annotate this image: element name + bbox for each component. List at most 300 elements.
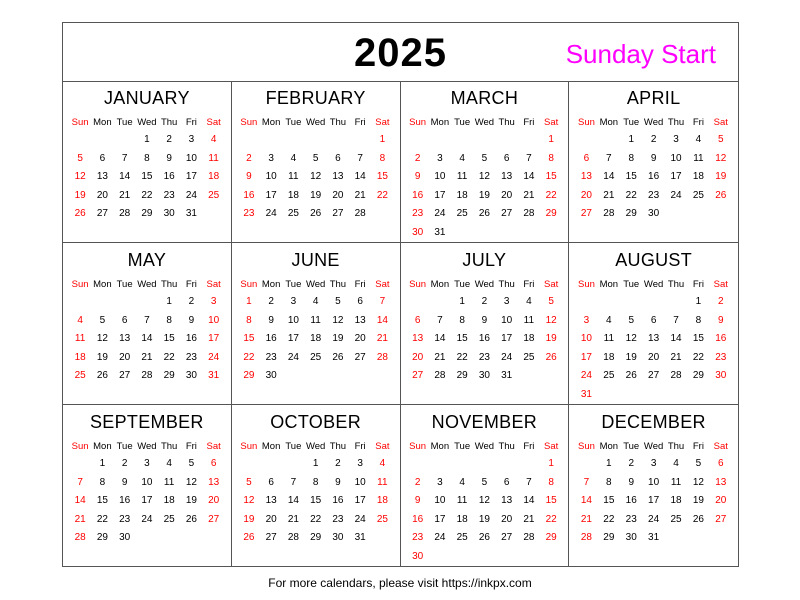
day-cell: 8 [312, 476, 319, 488]
day-cell: 24 [434, 208, 446, 219]
day-cell: 19 [545, 333, 557, 344]
day-cell: 20 [412, 351, 424, 363]
day-cell: 5 [548, 296, 554, 307]
day-cell: 22 [603, 513, 615, 525]
day-cell: 14 [287, 495, 299, 506]
day-cell: 16 [412, 513, 424, 525]
empty-cell [575, 455, 597, 474]
day-cell: 26 [243, 532, 255, 543]
weekday-header: Wed [474, 441, 495, 452]
day-cell: 7 [379, 296, 386, 307]
weekday-header: Mon [599, 117, 619, 128]
day-cell: 21 [523, 189, 535, 201]
day-cell: 4 [379, 458, 386, 469]
day-cell: 1 [695, 296, 702, 307]
weekday-header: Mon [93, 117, 112, 128]
day-cell: 21 [580, 513, 592, 525]
day-cell: 16 [119, 495, 131, 506]
weekday-header: Sun [240, 441, 258, 452]
empty-cell [665, 293, 687, 312]
day-cell: 14 [376, 314, 388, 326]
day-cell: 23 [412, 208, 424, 219]
day-cell: 12 [310, 171, 322, 182]
day-cell: 9 [628, 476, 634, 488]
day-cell: 15 [545, 495, 557, 506]
day-cell: 23 [332, 513, 344, 525]
day-cell: 30 [412, 550, 424, 562]
day-cell: 22 [96, 513, 108, 525]
day-cell: 22 [141, 189, 153, 201]
day-cell: 4 [606, 314, 612, 326]
day-cell: 2 [188, 296, 195, 307]
day-cell: 12 [715, 152, 727, 164]
day-cell: 13 [501, 171, 513, 182]
empty-cell [473, 131, 495, 150]
day-cell: 11 [523, 314, 535, 326]
day-cell: 25 [692, 189, 704, 201]
day-cell: 20 [501, 513, 513, 525]
day-cell: 8 [459, 314, 465, 326]
day-cell: 3 [210, 296, 217, 307]
month-name: FEBRUARY [265, 88, 366, 108]
day-cell: 16 [243, 189, 255, 201]
month-april [569, 81, 738, 243]
day-cell: 26 [332, 351, 344, 363]
day-cell: 6 [121, 314, 128, 326]
day-cell: 8 [246, 314, 252, 326]
weekday-header: Mon [261, 279, 281, 290]
day-cell: 2 [718, 296, 724, 307]
day-grid [69, 439, 225, 548]
day-cell: 18 [376, 495, 388, 506]
day-cell: 10 [354, 476, 366, 488]
day-cell: 19 [185, 495, 197, 506]
day-cell: 7 [357, 152, 363, 164]
day-cell: 30 [163, 208, 175, 219]
day-cell: 17 [580, 351, 592, 363]
day-cell: 25 [163, 513, 175, 525]
day-cell: 6 [357, 296, 363, 307]
month-may [63, 243, 232, 405]
day-cell: 14 [119, 171, 131, 182]
day-cell: 27 [580, 208, 592, 219]
day-cell: 27 [96, 208, 108, 219]
weekday-header: Wed [643, 279, 664, 290]
day-cell: 29 [163, 370, 175, 381]
empty-cell [518, 455, 540, 474]
day-cell: 24 [580, 370, 592, 381]
day-cell: 9 [414, 171, 421, 182]
weekday-header: Fri [692, 279, 704, 290]
month-february [232, 81, 401, 243]
weekday-header: Wed [474, 279, 495, 290]
day-cell: 6 [99, 152, 106, 164]
day-cell: 30 [715, 370, 727, 381]
day-cell: 19 [625, 351, 637, 363]
day-cell: 15 [376, 171, 388, 182]
empty-cell [91, 131, 113, 150]
day-cell: 12 [243, 495, 255, 506]
day-cell: 9 [246, 171, 252, 182]
day-cell: 2 [650, 134, 657, 145]
empty-cell [407, 293, 429, 312]
day-cell: 26 [478, 532, 490, 543]
weekday-header: Mon [93, 279, 112, 290]
day-cell: 1 [379, 134, 386, 145]
day-cell: 8 [379, 152, 386, 164]
weekday-header: Wed [305, 441, 326, 452]
day-cell: 19 [243, 513, 255, 525]
weekday-header: Fri [523, 441, 535, 452]
day-cell: 31 [434, 226, 446, 238]
empty-cell [305, 131, 327, 150]
day-cell: 22 [692, 351, 704, 363]
weekday-header: Thu [160, 117, 178, 128]
day-cell: 25 [603, 370, 615, 381]
weekday-header: Fri [354, 117, 366, 128]
month-name: MAY [127, 250, 167, 270]
weekday-header: Wed [474, 117, 495, 128]
day-cell: 29 [545, 532, 557, 543]
day-cell: 24 [185, 189, 197, 201]
day-cell: 17 [265, 189, 277, 201]
day-grid [238, 277, 394, 386]
day-cell: 5 [77, 152, 83, 164]
day-cell: 2 [246, 152, 252, 164]
day-cell: 26 [478, 208, 490, 219]
weekday-header: Sat [713, 117, 728, 128]
day-cell: 27 [501, 208, 513, 219]
weekday-header: Sat [206, 441, 221, 452]
day-grid [407, 115, 563, 242]
weekday-header: Thu [329, 117, 347, 128]
weekday-header: Tue [454, 441, 471, 452]
day-cell: 6 [210, 458, 217, 469]
day-cell: 16 [265, 333, 277, 344]
day-cell: 5 [99, 314, 106, 326]
day-cell: 15 [310, 495, 322, 506]
day-grid [407, 439, 563, 566]
day-cell: 13 [354, 314, 366, 326]
day-cell: 23 [478, 351, 490, 363]
day-cell: 16 [648, 171, 660, 182]
day-cell: 23 [715, 351, 727, 363]
day-cell: 13 [265, 495, 277, 506]
day-cell: 19 [332, 333, 344, 344]
day-cell: 20 [332, 189, 344, 201]
weekday-header: Tue [285, 441, 302, 452]
weekday-header: Wed [305, 279, 326, 290]
day-cell: 13 [715, 476, 727, 488]
weekday-header: Mon [261, 117, 281, 128]
day-cell: 7 [583, 476, 590, 488]
weekday-header: Sun [577, 117, 595, 128]
day-cell: 3 [650, 458, 657, 469]
weekday-header: Mon [430, 279, 450, 290]
day-cell: 28 [74, 532, 86, 543]
month-name: JANUARY [103, 88, 190, 108]
empty-cell [282, 131, 304, 150]
day-cell: 4 [673, 458, 679, 469]
day-cell: 21 [434, 351, 446, 363]
day-cell: 24 [265, 208, 277, 219]
day-cell: 5 [335, 296, 341, 307]
day-cell: 8 [548, 476, 554, 488]
day-cell: 17 [670, 171, 682, 182]
day-cell: 5 [481, 476, 488, 488]
day-cell: 24 [208, 351, 220, 363]
day-cell: 8 [166, 314, 172, 326]
day-cell: 23 [625, 513, 637, 525]
day-cell: 17 [354, 495, 366, 506]
day-cell: 4 [459, 476, 465, 488]
weekday-header: Fri [523, 117, 535, 128]
empty-cell [429, 131, 451, 150]
weekday-header: Sun [409, 279, 427, 290]
day-cell: 13 [332, 171, 344, 182]
day-cell: 15 [243, 333, 255, 344]
weekday-header: Mon [430, 117, 450, 128]
weekday-header: Wed [643, 117, 664, 128]
weekday-header: Thu [667, 117, 685, 128]
month-january [63, 81, 232, 243]
day-cell: 8 [548, 152, 554, 164]
empty-cell [69, 131, 91, 150]
day-cell: 28 [354, 208, 366, 219]
day-cell: 27 [354, 351, 366, 363]
day-cell: 28 [376, 351, 388, 363]
day-cell: 15 [692, 333, 704, 344]
day-cell: 28 [603, 208, 615, 219]
weekday-header: Fri [185, 279, 197, 290]
day-cell: 3 [290, 296, 297, 307]
day-cell: 24 [354, 513, 366, 525]
day-cell: 25 [523, 351, 535, 363]
empty-cell [598, 131, 620, 150]
month-october [232, 405, 401, 566]
day-cell: 15 [625, 171, 637, 182]
weekday-header: Sat [543, 441, 559, 452]
day-cell: 12 [185, 476, 197, 488]
empty-cell [473, 455, 495, 474]
weekday-header: Thu [160, 279, 178, 290]
day-cell: 8 [144, 152, 150, 164]
day-grid [575, 115, 732, 224]
empty-cell [496, 455, 518, 474]
day-cell: 6 [583, 152, 590, 164]
day-cell: 30 [648, 208, 660, 219]
day-cell: 17 [501, 333, 513, 344]
empty-cell [451, 455, 473, 474]
day-cell: 15 [545, 171, 557, 182]
month-name: SEPTEMBER [90, 412, 204, 432]
day-cell: 3 [437, 152, 443, 164]
day-cell: 30 [625, 532, 637, 543]
day-cell: 21 [354, 189, 366, 201]
weekday-header: Thu [329, 279, 347, 290]
day-cell: 9 [650, 152, 657, 164]
empty-cell [598, 293, 620, 312]
day-cell: 25 [74, 370, 86, 381]
day-cell: 25 [376, 513, 388, 525]
day-cell: 29 [603, 532, 615, 543]
month-november [401, 405, 570, 566]
day-cell: 13 [119, 333, 131, 344]
day-cell: 29 [456, 370, 468, 381]
day-cell: 1 [606, 458, 612, 469]
weekday-header: Sun [577, 279, 595, 290]
day-cell: 10 [648, 476, 660, 488]
day-cell: 20 [501, 189, 513, 201]
day-cell: 18 [692, 171, 704, 182]
month-december [569, 405, 738, 566]
day-cell: 9 [414, 495, 421, 506]
weekday-header: Sun [240, 279, 258, 290]
day-cell: 5 [312, 152, 319, 164]
weekday-header: Sat [206, 279, 221, 290]
day-cell: 3 [673, 134, 679, 145]
day-cell: 29 [310, 532, 322, 543]
weekday-header: Thu [667, 441, 685, 452]
day-cell: 6 [268, 476, 274, 488]
day-cell: 12 [625, 333, 637, 344]
day-cell: 22 [163, 351, 175, 363]
day-cell: 7 [77, 476, 83, 488]
day-cell: 6 [335, 152, 341, 164]
day-cell: 2 [121, 458, 128, 469]
day-cell: 12 [692, 476, 704, 488]
day-grid [238, 115, 394, 224]
day-cell: 6 [650, 314, 657, 326]
day-cell: 22 [545, 513, 557, 525]
day-cell: 17 [208, 333, 220, 344]
empty-cell [575, 293, 597, 312]
empty-cell [260, 131, 282, 150]
day-cell: 25 [208, 189, 220, 201]
day-cell: 11 [74, 333, 86, 344]
day-cell: 1 [548, 134, 554, 145]
day-cell: 19 [96, 351, 108, 363]
day-grid [69, 115, 225, 224]
month-name: MARCH [450, 88, 519, 108]
day-cell: 20 [208, 495, 220, 506]
day-cell: 3 [268, 152, 274, 164]
weekday-header: Tue [116, 441, 133, 452]
weekday-header: Mon [599, 279, 619, 290]
weekday-header: Thu [498, 117, 515, 128]
day-cell: 30 [119, 532, 131, 543]
weekday-header: Tue [116, 117, 133, 128]
day-cell: 20 [96, 189, 108, 201]
day-cell: 25 [456, 532, 468, 543]
day-cell: 2 [414, 152, 421, 164]
empty-cell [260, 455, 282, 474]
day-cell: 30 [265, 370, 277, 381]
day-cell: 14 [603, 171, 615, 182]
day-cell: 4 [526, 296, 532, 307]
day-cell: 6 [718, 458, 724, 469]
day-cell: 7 [673, 314, 679, 326]
month-grid [63, 81, 738, 566]
day-cell: 22 [545, 189, 557, 201]
day-cell: 3 [144, 458, 150, 469]
day-cell: 15 [141, 171, 153, 182]
day-cell: 18 [670, 495, 682, 506]
day-cell: 27 [208, 513, 220, 525]
weekday-header: Tue [623, 117, 640, 128]
weekday-header: Sun [71, 441, 89, 452]
month-september [63, 405, 232, 566]
weekday-header: Tue [285, 117, 302, 128]
day-cell: 26 [74, 208, 86, 219]
day-cell: 1 [166, 296, 172, 307]
weekday-header: Wed [137, 279, 157, 290]
day-cell: 24 [670, 189, 682, 201]
day-cell: 3 [357, 458, 363, 469]
day-cell: 10 [580, 333, 592, 344]
day-cell: 28 [523, 208, 535, 219]
weekday-header: Fri [523, 279, 535, 290]
month-august [569, 243, 738, 405]
day-cell: 16 [715, 333, 727, 344]
day-cell: 1 [312, 458, 319, 469]
day-cell: 10 [208, 314, 220, 326]
day-cell: 27 [648, 370, 660, 381]
day-cell: 8 [695, 314, 702, 326]
day-cell: 29 [96, 532, 108, 543]
day-cell: 3 [583, 314, 590, 326]
empty-cell [620, 293, 642, 312]
day-cell: 22 [310, 513, 322, 525]
day-cell: 28 [434, 370, 446, 381]
day-cell: 4 [210, 134, 217, 145]
day-cell: 17 [434, 513, 446, 525]
day-cell: 19 [715, 171, 727, 182]
day-cell: 31 [208, 370, 220, 381]
day-cell: 24 [287, 351, 299, 363]
weekday-header: Sat [375, 117, 390, 128]
empty-cell [69, 455, 91, 474]
day-cell: 19 [478, 513, 490, 525]
weekday-header: Sun [71, 279, 89, 290]
day-cell: 17 [648, 495, 660, 506]
day-cell: 6 [503, 152, 510, 164]
day-cell: 26 [692, 513, 704, 525]
day-cell: 11 [670, 476, 682, 488]
day-cell: 11 [208, 152, 219, 164]
day-cell: 14 [74, 495, 86, 506]
day-cell: 21 [141, 351, 153, 363]
day-cell: 18 [603, 351, 615, 363]
day-cell: 14 [580, 495, 592, 506]
month-name: DECEMBER [601, 412, 706, 432]
day-cell: 12 [96, 333, 108, 344]
day-cell: 7 [526, 152, 532, 164]
day-cell: 30 [185, 370, 197, 381]
day-cell: 1 [548, 458, 554, 469]
day-cell: 11 [163, 476, 175, 488]
day-cell: 27 [119, 370, 131, 381]
weekday-header: Thu [498, 279, 515, 290]
day-cell: 15 [96, 495, 108, 506]
day-cell: 15 [456, 333, 468, 344]
day-cell: 4 [290, 152, 297, 164]
day-cell: 4 [695, 134, 702, 145]
empty-cell [238, 131, 260, 150]
day-cell: 1 [99, 458, 106, 469]
empty-cell [136, 293, 158, 312]
day-cell: 31 [648, 532, 660, 543]
